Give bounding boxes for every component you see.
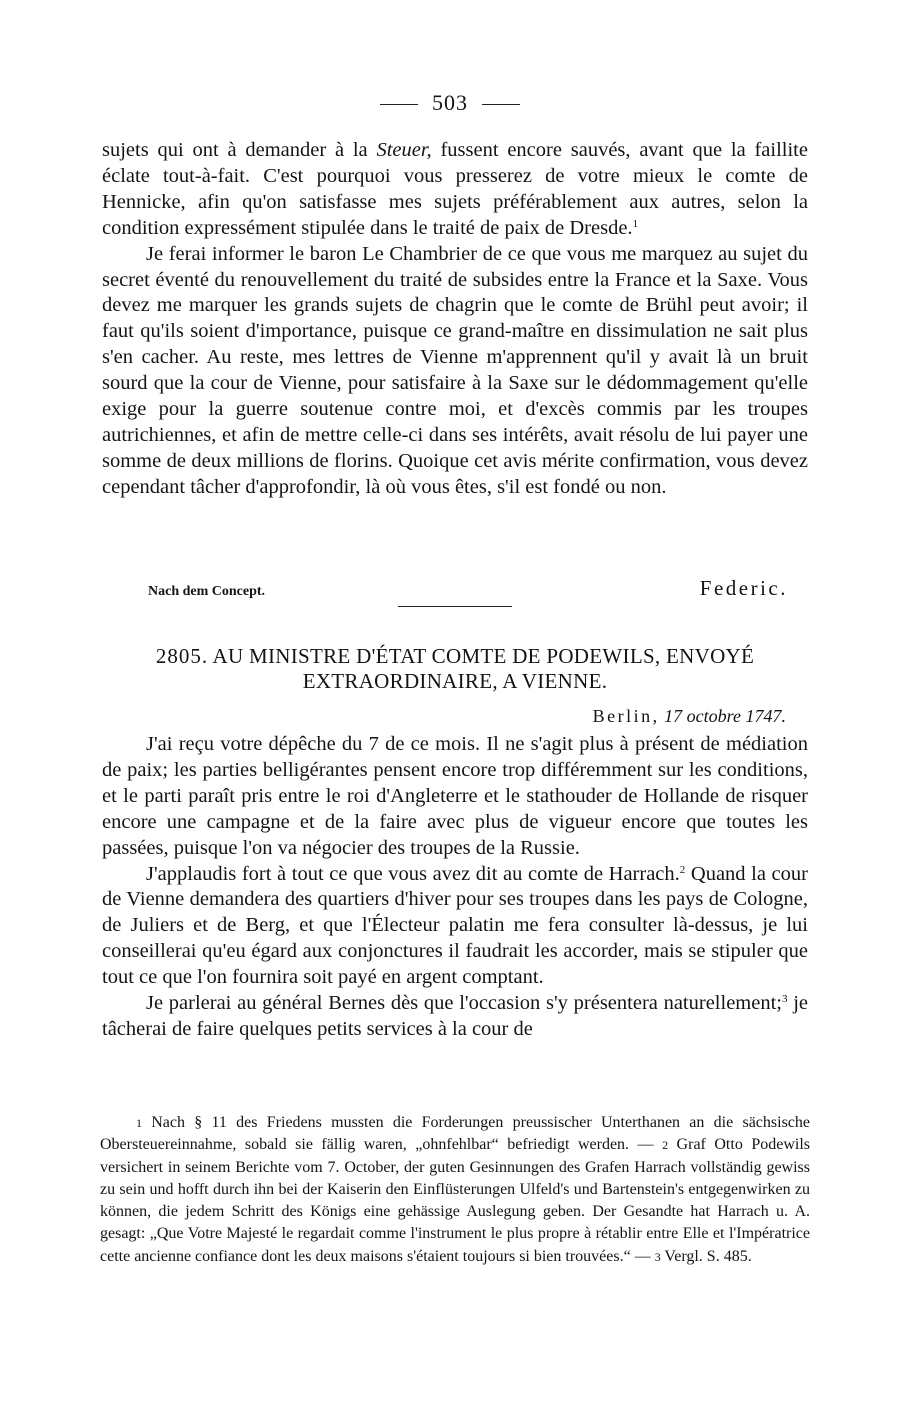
paragraph-1-text-a: sujets qui ont à demander à la (102, 139, 377, 161)
paragraph-3: J'ai reçu votre dépêche du 7 de ce mois. Il ne s'agit plus à présent de médiation de paix; les parties belligérantes pensent encore trop différemment sur les conditions, et le parti paraît pris entre le roi d'Angleterre et le stathouder de Hollande de risquer encore une campagne et de la faire avec plus de vigueur encore que toutes les passées, puisque l'on va négocier des troupes de la Russie. (102, 733, 808, 859)
dateline-place: Berlin, (592, 706, 660, 726)
paragraph-4 (102, 862, 808, 992)
letter-body (102, 732, 808, 1043)
source-note: Nach dem Concept. (148, 584, 266, 599)
paragraph-5 (102, 991, 808, 1043)
signature: Federic. (699, 576, 788, 600)
title-line-2: EXTRAORDINAIRE, A VIENNE. (302, 669, 608, 693)
footnote-3-mark: 3 (654, 1249, 661, 1264)
footnote-2-text: Graf Otto Podewils versichert in seinem Berichte vom 7. October, der guten Gesinnungen des Grafen Harrach vollständig gewiss zu sein und hofft durch ihn bei der Kaiserin den Einflüsterungen Ulfeld's und Bartenstein's entgegenwirken zu können, die jedem Schritt des Königs eine gehässige Auslegung geben. Der Gesandte hat Harrach u. A. gesagt: „Que Votre Majesté le regardait comme l'instrument le plus propre à rétablir entre Elle et l'Impératrice cette ancienne confiance dont les deux maisons s'étaient toujours si bien trouvées.“ — (100, 1136, 810, 1265)
section-divider (398, 606, 512, 607)
paragraph-4-text-b: Quand la cour de Vienne demandera des quartiers d'hiver pour ses troupes dans les pays de Cologne, de Juliers et de Berg, et que l'Électeur palatin me fera consulter là-dessus, je lui conseillerai qu'eu égard aux conjonctures il faudrait les accorder, mais se stipuler que tout ce que l'on fournira soit payé en argent comptant. (102, 862, 808, 989)
dateline-date: 17 octobre 1747. (664, 706, 786, 726)
page-number: 503 (432, 90, 468, 115)
footnotes (100, 1112, 810, 1268)
letter-title (102, 644, 808, 694)
footnote-ref-1: 1 (632, 217, 639, 230)
paragraph-5-text-b: je tâcherai de faire quelques petits services à la cour de (102, 992, 808, 1040)
dateline (102, 706, 786, 727)
paragraph-4-text-a: J'applaudis fort à tout ce que vous avez dit au comte de Harrach. (146, 862, 680, 885)
footnote-ref-2: 2 (679, 863, 686, 876)
page-header (0, 90, 900, 116)
paragraph-1-text-b: fussent encore sauvés, avant que la faillite éclate tout-à-fait. C'est pourquoi vous presserez de votre mieux le comte de Hennicke, afin qu'on satisfasse mes sujets préférablement aux autres, selon la condition expressément stipulée dans le traité de paix de Dresde. (102, 139, 808, 239)
footnote-ref-3: 3 (781, 993, 788, 1006)
closing-row (148, 576, 788, 601)
footnote-1-mark: 1 (136, 1116, 142, 1130)
footnote-block (100, 1112, 810, 1268)
footnote-2-mark: 2 (662, 1138, 669, 1153)
letter-number: 2805. (155, 644, 209, 668)
title-line-1 (102, 644, 808, 669)
letter-continuation (102, 138, 808, 501)
paragraph-5-text-a: Je parlerai au général Bernes dès que l'occasion s'y présentera naturellement; (146, 992, 782, 1015)
header-dash-right (482, 104, 520, 105)
header-dash-left (380, 104, 418, 105)
footnote-3-text: Vergl. S. 485. (660, 1247, 752, 1265)
title-line-1-text: AU MINISTRE D'ÉTAT COMTE DE PODEWILS, ENVOYÉ (212, 644, 755, 668)
paragraph-2: Je ferai informer le baron Le Chambrier de ce que vous me marquez au sujet du secret éventé du renouvellement du traité de subsides entre la France et la Saxe. Vous devez me marquer les grands sujets de chagrin que le comte de Brühl peut avoir; il faut qu'ils soient d'importance, puisque ce grand-maître en dissimulation ne sait plus s'en cacher. Au reste, mes lettres de Vienne m'apprennent qu'il y avait là un bruit sourd que la cour de Vienne, pour satisfaire à la Saxe sur le dédommagement qu'elle exige pour la guerre soutenue contre moi, et d'excès commis par les troupes autrichiennes, et afin de mettre celle-ci dans ses intérêts, avait résolu de lui payer une somme de deux millions de florins. Quoique cet avis mérite confirmation, vous devez cependant tâcher d'approfondir, là où vous êtes, s'il est fondé ou non. (102, 242, 808, 498)
footnote-1-text: Nach § 11 des Friedens mussten die Forderungen preussischer Unterthanen an die sächsische Obersteuereinnahme, sobald sie fällig waren, „ohnfehlbar“ befriedigt werden. — (100, 1114, 810, 1154)
steuer-italic: Steuer, (376, 139, 432, 161)
paragraph-1 (102, 138, 808, 242)
